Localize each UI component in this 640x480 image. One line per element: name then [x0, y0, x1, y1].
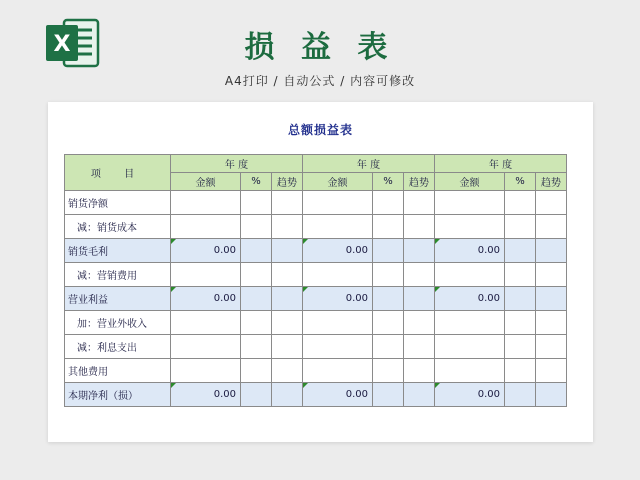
pct-cell[interactable]	[241, 383, 272, 407]
trend-cell[interactable]	[272, 239, 303, 263]
header-row-period	[65, 155, 567, 173]
table-body	[65, 191, 567, 407]
trend-cell[interactable]	[536, 287, 567, 311]
amount-cell[interactable]	[303, 263, 373, 287]
page-title: 损 益 表	[244, 30, 396, 65]
spreadsheet-sheet	[48, 102, 593, 442]
amount-cell[interactable]: 0.00	[435, 239, 505, 263]
table-row	[65, 287, 567, 311]
formula-indicator-icon	[303, 239, 308, 244]
trend-cell[interactable]	[404, 287, 435, 311]
row-label-cell[interactable]: 其他费用	[65, 359, 171, 383]
amount-cell[interactable]	[435, 191, 505, 215]
amount-cell[interactable]	[171, 335, 241, 359]
trend-cell[interactable]	[536, 215, 567, 239]
trend-cell[interactable]	[404, 335, 435, 359]
row-label-cell[interactable]: 减：利息支出	[65, 335, 171, 359]
amount-cell[interactable]	[171, 263, 241, 287]
pct-cell[interactable]	[241, 311, 272, 335]
pct-cell[interactable]	[505, 383, 536, 407]
pct-cell[interactable]	[373, 383, 404, 407]
trend-cell[interactable]	[404, 311, 435, 335]
row-label-cell[interactable]: 销货净额	[65, 191, 171, 215]
amount-header: 金额	[171, 173, 241, 191]
trend-cell[interactable]	[404, 191, 435, 215]
trend-cell[interactable]	[536, 239, 567, 263]
amount-cell[interactable]	[435, 335, 505, 359]
trend-cell[interactable]	[404, 215, 435, 239]
trend-cell[interactable]	[404, 263, 435, 287]
page-subtitle: A4打印 / 自动公式 / 内容可修改	[224, 74, 416, 88]
pct-cell[interactable]	[505, 311, 536, 335]
formula-indicator-icon	[435, 383, 440, 388]
amount-cell[interactable]	[303, 215, 373, 239]
amount-cell[interactable]: 0.00	[171, 287, 241, 311]
pct-header: %	[373, 173, 404, 191]
pct-cell[interactable]	[241, 239, 272, 263]
pct-cell[interactable]	[505, 359, 536, 383]
formula-indicator-icon	[171, 287, 176, 292]
pct-cell[interactable]	[505, 215, 536, 239]
trend-cell[interactable]	[272, 383, 303, 407]
pct-cell[interactable]	[505, 239, 536, 263]
amount-cell[interactable]	[435, 263, 505, 287]
trend-header: 趋势	[404, 173, 435, 191]
pct-cell[interactable]	[241, 191, 272, 215]
pct-cell[interactable]	[505, 263, 536, 287]
amount-cell[interactable]	[435, 311, 505, 335]
row-label-cell[interactable]: 营业利益	[65, 287, 171, 311]
pct-cell[interactable]	[241, 335, 272, 359]
trend-cell[interactable]	[272, 311, 303, 335]
formula-indicator-icon	[303, 383, 308, 388]
trend-cell[interactable]	[272, 215, 303, 239]
pct-cell[interactable]	[373, 287, 404, 311]
pct-cell[interactable]	[373, 263, 404, 287]
table-row	[65, 191, 567, 215]
amount-cell[interactable]	[303, 359, 373, 383]
amount-cell[interactable]	[303, 335, 373, 359]
trend-cell[interactable]	[404, 239, 435, 263]
pct-header: %	[505, 173, 536, 191]
trend-cell[interactable]	[536, 383, 567, 407]
trend-cell[interactable]	[404, 383, 435, 407]
row-label-cell[interactable]: 销货毛利	[65, 239, 171, 263]
amount-cell[interactable]: 0.00	[435, 287, 505, 311]
table-row	[65, 263, 567, 287]
trend-cell[interactable]	[536, 335, 567, 359]
pct-cell[interactable]	[241, 287, 272, 311]
trend-cell[interactable]	[272, 335, 303, 359]
row-label-cell[interactable]: 本期净利（损）	[65, 383, 171, 407]
amount-cell[interactable]	[171, 191, 241, 215]
formula-indicator-icon	[435, 239, 440, 244]
amount-cell[interactable]	[435, 359, 505, 383]
table-row	[65, 215, 567, 239]
table-row	[65, 335, 567, 359]
pct-cell[interactable]	[505, 335, 536, 359]
amount-header: 金额	[435, 173, 505, 191]
pct-cell[interactable]	[373, 311, 404, 335]
amount-cell[interactable]	[435, 215, 505, 239]
table-row	[65, 383, 567, 407]
pct-cell[interactable]	[241, 215, 272, 239]
pct-cell[interactable]	[505, 287, 536, 311]
trend-cell[interactable]	[272, 263, 303, 287]
item-column-header: 项 目	[65, 155, 171, 191]
income-statement-table	[64, 154, 567, 407]
formula-indicator-icon	[171, 239, 176, 244]
table-row	[65, 359, 567, 383]
pct-cell[interactable]	[373, 191, 404, 215]
sheet-title: 总额损益表	[287, 123, 353, 137]
trend-cell[interactable]	[536, 311, 567, 335]
amount-cell[interactable]: 0.00	[435, 383, 505, 407]
row-label-cell[interactable]: 减：营销费用	[65, 263, 171, 287]
row-label-cell[interactable]: 加：营业外收入	[65, 311, 171, 335]
trend-cell[interactable]	[536, 359, 567, 383]
svg-text:X: X	[53, 32, 71, 57]
amount-cell[interactable]: 0.00	[303, 239, 373, 263]
trend-cell[interactable]	[272, 191, 303, 215]
pct-cell[interactable]	[373, 359, 404, 383]
trend-cell[interactable]	[536, 191, 567, 215]
trend-cell[interactable]	[272, 287, 303, 311]
amount-cell[interactable]: 0.00	[171, 239, 241, 263]
table-row	[65, 311, 567, 335]
trend-header: 趋势	[272, 173, 303, 191]
period-header: 年 度	[435, 155, 567, 173]
formula-indicator-icon	[303, 287, 308, 292]
pct-cell[interactable]	[373, 335, 404, 359]
pct-header: %	[241, 173, 272, 191]
pct-cell[interactable]	[373, 215, 404, 239]
amount-cell[interactable]	[303, 311, 373, 335]
period-header: 年 度	[303, 155, 435, 173]
row-label-cell[interactable]: 减：销货成本	[65, 215, 171, 239]
amount-cell[interactable]: 0.00	[303, 287, 373, 311]
amount-header: 金额	[303, 173, 373, 191]
pct-cell[interactable]	[373, 239, 404, 263]
amount-cell[interactable]: 0.00	[171, 383, 241, 407]
amount-cell[interactable]	[171, 359, 241, 383]
trend-cell[interactable]	[272, 359, 303, 383]
period-header: 年 度	[171, 155, 303, 173]
table-row	[65, 239, 567, 263]
pct-cell[interactable]	[241, 359, 272, 383]
amount-cell[interactable]: 0.00	[303, 383, 373, 407]
pct-cell[interactable]	[505, 191, 536, 215]
amount-cell[interactable]	[303, 191, 373, 215]
formula-indicator-icon	[435, 287, 440, 292]
amount-cell[interactable]	[171, 215, 241, 239]
trend-header: 趋势	[536, 173, 567, 191]
pct-cell[interactable]	[241, 263, 272, 287]
trend-cell[interactable]	[404, 359, 435, 383]
formula-indicator-icon	[171, 383, 176, 388]
amount-cell[interactable]	[171, 311, 241, 335]
trend-cell[interactable]	[536, 263, 567, 287]
